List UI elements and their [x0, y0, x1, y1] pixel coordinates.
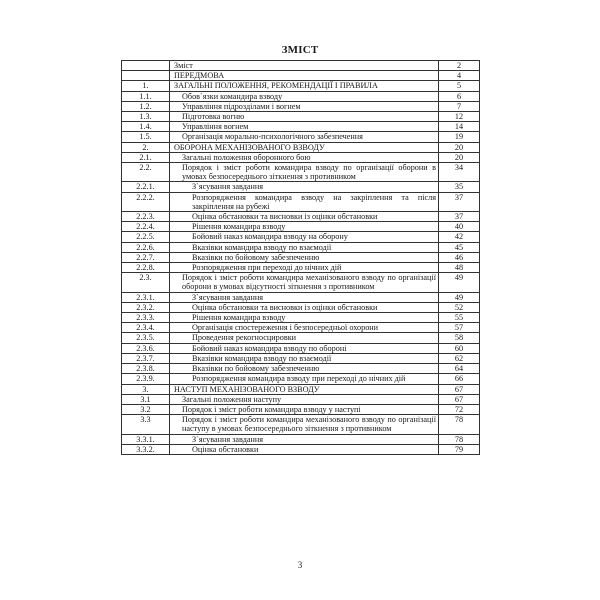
- toc-row-number: [122, 71, 170, 81]
- toc-row-title: Підготовка вогню: [170, 112, 439, 122]
- toc-row-title: Управління підрозділами і вогнем: [170, 101, 439, 111]
- toc-row-page: 14: [439, 122, 480, 132]
- toc-row-title: ЗАГАЛЬНІ ПОЛОЖЕННЯ, РЕКОМЕНДАЦІЇ І ПРАВИЛА: [170, 81, 439, 91]
- toc-row: [122, 112, 480, 122]
- toc-row-page: 37: [439, 212, 480, 222]
- toc-row-page: 20: [439, 142, 480, 152]
- toc-row-page: 5: [439, 81, 480, 91]
- toc-row-number: 2.3.8.: [122, 364, 170, 374]
- toc-row-title: Вказівки командира взводу по взаємодії: [170, 353, 439, 363]
- page-number: 3: [297, 560, 303, 570]
- toc-body: [122, 61, 480, 455]
- toc-row-title: Обов`язки командира взводу: [170, 91, 439, 101]
- toc-row-title: Рішення командира взводу: [170, 313, 439, 323]
- toc-row-page: 67: [439, 384, 480, 394]
- toc-row-number: 2.2.5.: [122, 232, 170, 242]
- toc-row: [122, 91, 480, 101]
- toc-row: [122, 394, 480, 404]
- toc-row-number: 2.3.1.: [122, 292, 170, 302]
- toc-row-title: З`ясування завдання: [170, 434, 439, 444]
- toc-row: [122, 152, 480, 162]
- toc-row: [122, 122, 480, 132]
- toc-row-number: 2.3.5.: [122, 333, 170, 343]
- toc-row-page: 19: [439, 132, 480, 142]
- toc-row-number: 2.3.2.: [122, 302, 170, 312]
- toc-row: [122, 323, 480, 333]
- toc-row-page: 6: [439, 91, 480, 101]
- toc-row-title: НАСТУП МЕХАНІЗОВАНОГО ВЗВОДУ: [170, 384, 439, 394]
- toc-row-title: Управління вогнем: [170, 122, 439, 132]
- toc-row-page: 78: [439, 415, 480, 434]
- toc-row-number: 1.: [122, 81, 170, 91]
- toc-row-number: 2.2.6.: [122, 242, 170, 252]
- toc-row-page: 2: [439, 61, 480, 71]
- toc-row-page: 35: [439, 182, 480, 192]
- toc-row: [122, 434, 480, 444]
- toc-row-page: 64: [439, 364, 480, 374]
- toc-row-title: Загальні положення наступу: [170, 394, 439, 404]
- toc-row-title: Зміст: [170, 61, 439, 71]
- toc-table: [121, 60, 480, 455]
- toc-row-page: 62: [439, 353, 480, 363]
- toc-row: [122, 61, 480, 71]
- toc-row-page: 60: [439, 343, 480, 353]
- toc-row-number: 3.3.1.: [122, 434, 170, 444]
- toc-row-number: 3.3: [122, 415, 170, 434]
- toc-row-number: 2.2.: [122, 163, 170, 182]
- toc-row: [122, 263, 480, 273]
- toc-row-title: Оцінка обстановки: [170, 444, 439, 454]
- toc-row: [122, 71, 480, 81]
- toc-row-number: 2.2.8.: [122, 263, 170, 273]
- toc-row-page: 67: [439, 394, 480, 404]
- toc-row-number: 1.2.: [122, 101, 170, 111]
- toc-row-title: ОБОРОНА МЕХАНІЗОВАНОГО ВЗВОДУ: [170, 142, 439, 152]
- toc-row-number: 1.1.: [122, 91, 170, 101]
- toc-row-title: Оцінка обстановки та висновки із оцінки обстановки: [170, 302, 439, 312]
- toc-row-title: Загальні положення оборонного бою: [170, 152, 439, 162]
- toc-row-title: Бойовий наказ командира взводу на оборону: [170, 232, 439, 242]
- toc-row-number: 3.3.2.: [122, 444, 170, 454]
- toc-row-number: 2.2.7.: [122, 252, 170, 262]
- toc-row: [122, 313, 480, 323]
- toc-row-number: 2.1.: [122, 152, 170, 162]
- toc-row: [122, 353, 480, 363]
- toc-row-page: 49: [439, 273, 480, 292]
- toc-row-page: 34: [439, 163, 480, 182]
- toc-row-number: 2.3.3.: [122, 313, 170, 323]
- toc-row-page: 42: [439, 232, 480, 242]
- toc-row-page: 20: [439, 152, 480, 162]
- toc-heading: ЗМІСТ: [281, 44, 319, 56]
- toc-row: [122, 81, 480, 91]
- toc-row-page: 79: [439, 444, 480, 454]
- toc-row: [122, 404, 480, 414]
- toc-row-page: 58: [439, 333, 480, 343]
- toc-row-title: Вказівки командира взводу по взаємодії: [170, 242, 439, 252]
- toc-row: [122, 232, 480, 242]
- toc-row-number: 2.2.4.: [122, 222, 170, 232]
- toc-row-page: 45: [439, 242, 480, 252]
- toc-row: [122, 212, 480, 222]
- toc-row-number: 1.3.: [122, 112, 170, 122]
- toc-row-page: 48: [439, 263, 480, 273]
- toc-row-title: Організація спостереження і безпосередньої охорони: [170, 323, 439, 333]
- toc-row: [122, 132, 480, 142]
- toc-row: [122, 273, 480, 292]
- toc-row-title: Вказівки по бойовому забезпеченню: [170, 364, 439, 374]
- toc-row-title: Розпорядження при переході до нічних дій: [170, 263, 439, 273]
- toc-row: [122, 444, 480, 454]
- toc-row-title: Оцінка обстановки та висновки із оцінки обстановки: [170, 212, 439, 222]
- toc-row-page: 12: [439, 112, 480, 122]
- toc-row: [122, 163, 480, 182]
- toc-row-number: 3.1: [122, 394, 170, 404]
- toc-row: [122, 343, 480, 353]
- toc-row: [122, 101, 480, 111]
- toc-row-number: 1.4.: [122, 122, 170, 132]
- toc-row-number: 2.3.4.: [122, 323, 170, 333]
- toc-row-page: 37: [439, 192, 480, 211]
- toc-row-page: 55: [439, 313, 480, 323]
- toc-row-page: 40: [439, 222, 480, 232]
- toc-row-page: 57: [439, 323, 480, 333]
- toc-row: [122, 415, 480, 434]
- toc-row-number: 2.: [122, 142, 170, 152]
- toc-row-page: 66: [439, 374, 480, 384]
- toc-row-page: 7: [439, 101, 480, 111]
- toc-row-number: 3.2: [122, 404, 170, 414]
- toc-row: [122, 333, 480, 343]
- toc-row-page: 46: [439, 252, 480, 262]
- toc-row-title: Розпорядження командира взводу при переході до нічних дій: [170, 374, 439, 384]
- toc-row-number: 2.3.7.: [122, 353, 170, 363]
- toc-row-title: Порядок і зміст роботи командира механізованого взводу по організації оборони в умовах відсутності зіткнення з противником: [170, 273, 439, 292]
- toc-row-page: 4: [439, 71, 480, 81]
- toc-row-title: Порядок і зміст роботи командира взводу у наступі: [170, 404, 439, 414]
- toc-row: [122, 292, 480, 302]
- toc-row-title: Рішення командира взводу: [170, 222, 439, 232]
- toc-row-number: 2.2.2.: [122, 192, 170, 211]
- toc-row-number: 1.5.: [122, 132, 170, 142]
- toc-row-page: 78: [439, 434, 480, 444]
- toc-row-title: Порядок і зміст роботи командира механізованого взводу по організації наступу в умовах безпосереднього зіткнення з противником: [170, 415, 439, 434]
- toc-row-title: Організація морально-психологічного забезпечення: [170, 132, 439, 142]
- toc-row-title: Бойовий наказ командира взводу по обороні: [170, 343, 439, 353]
- toc-row-title: ПЕРЕДМОВА: [170, 71, 439, 81]
- toc-row-number: 2.3.6.: [122, 343, 170, 353]
- toc-row-page: 49: [439, 292, 480, 302]
- toc-row: [122, 384, 480, 394]
- toc-row-title: Розпорядження командира взводу на закріплення та після закріплення на рубежі: [170, 192, 439, 211]
- toc-row-title: З`ясування завдання: [170, 182, 439, 192]
- toc-row-page: 52: [439, 302, 480, 312]
- toc-row: [122, 182, 480, 192]
- toc-row: [122, 192, 480, 211]
- toc-row-number: 3.: [122, 384, 170, 394]
- toc-row-title: Проведення рекогносцировки: [170, 333, 439, 343]
- toc-row: [122, 364, 480, 374]
- toc-row: [122, 222, 480, 232]
- toc-row: [122, 242, 480, 252]
- toc-row-number: 2.2.3.: [122, 212, 170, 222]
- toc-row-number: 2.2.1.: [122, 182, 170, 192]
- toc-row: [122, 302, 480, 312]
- toc-row-number: 2.3.9.: [122, 374, 170, 384]
- toc-row-title: Порядок і зміст роботи командира взводу по організації оборони в умовах безпосереднього зіткнення з противником: [170, 163, 439, 182]
- toc-row-title: З`ясування завдання: [170, 292, 439, 302]
- toc-row: [122, 252, 480, 262]
- toc-row-title: Вказівки по бойовому забезпеченню: [170, 252, 439, 262]
- toc-row-page: 72: [439, 404, 480, 414]
- toc-row-number: [122, 61, 170, 71]
- toc-row-number: 2.3.: [122, 273, 170, 292]
- toc-row: [122, 142, 480, 152]
- toc-row: [122, 374, 480, 384]
